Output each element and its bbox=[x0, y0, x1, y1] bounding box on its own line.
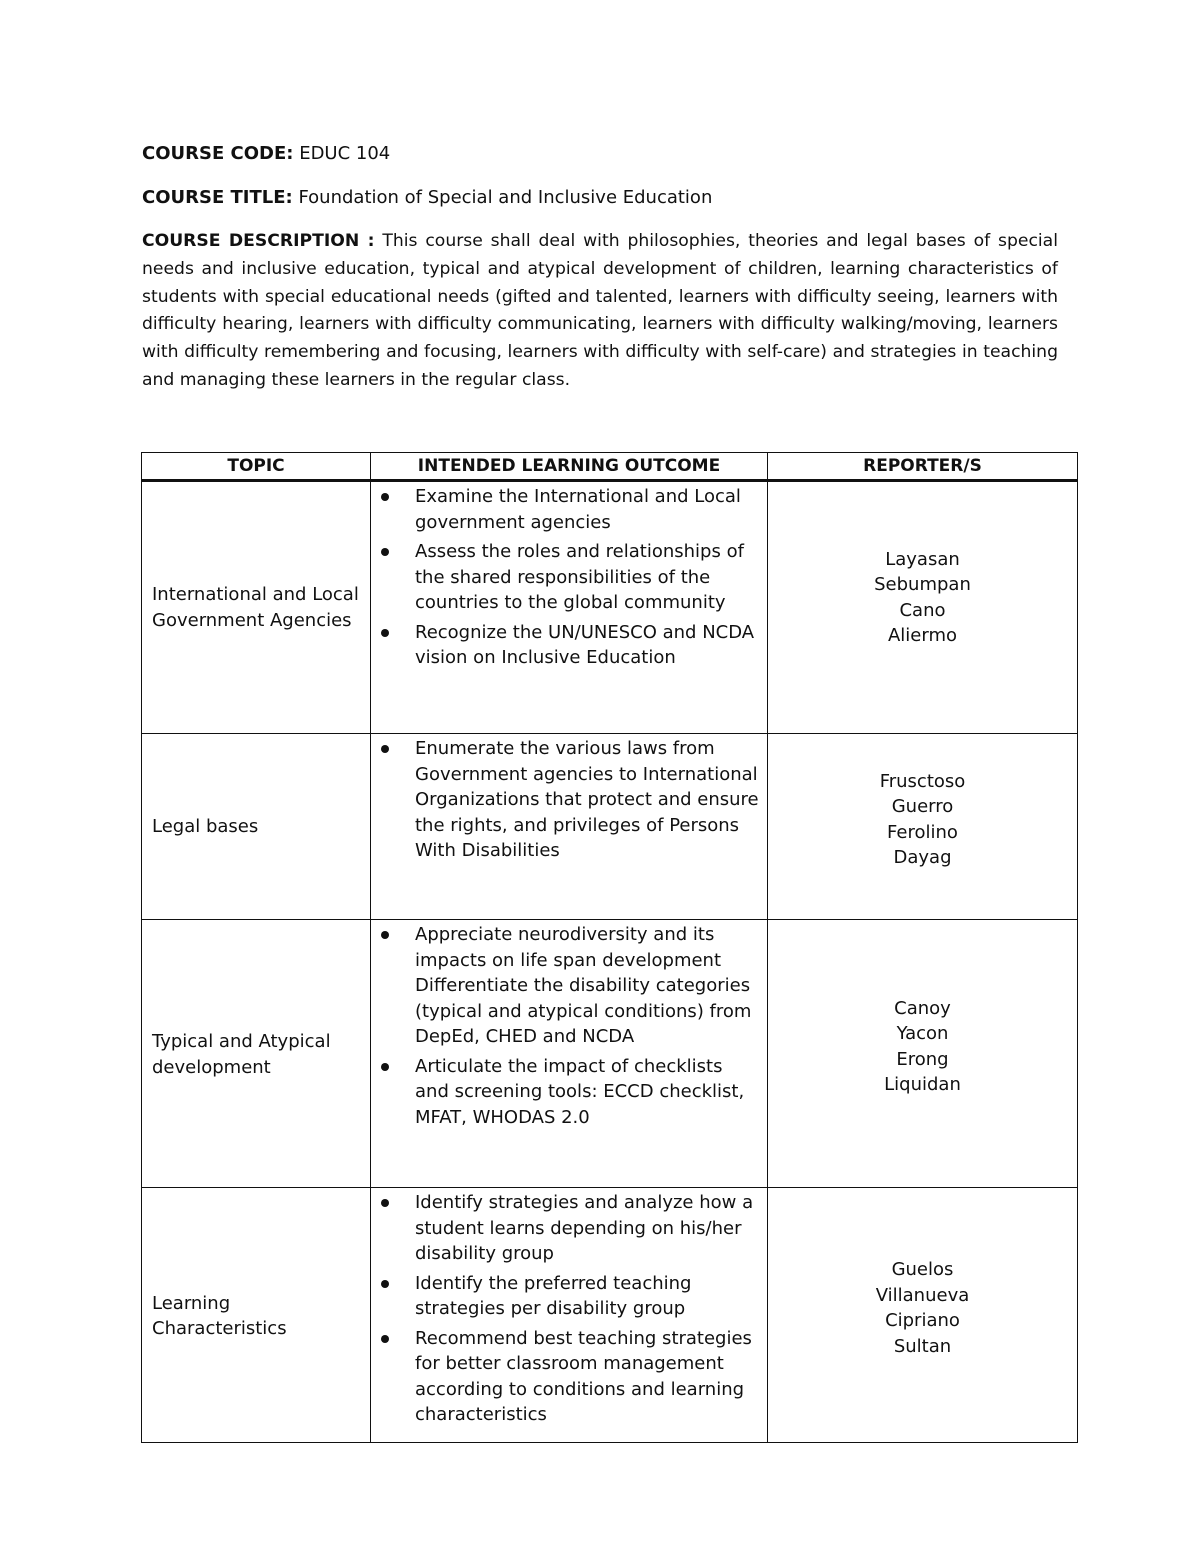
outcome-text: Appreciate neurodiversity and its impacts on life span development bbox=[415, 924, 722, 971]
outcome-item bbox=[371, 484, 759, 535]
outcome-item bbox=[371, 1190, 759, 1267]
bullet-icon bbox=[381, 1063, 389, 1071]
outcome-cell bbox=[371, 920, 768, 1188]
reporter-name: Cipriano bbox=[885, 1310, 960, 1331]
header-reporters: REPORTER/S bbox=[768, 453, 1078, 481]
outcome-list bbox=[371, 734, 767, 864]
outcome-item bbox=[371, 539, 759, 616]
table-header-row bbox=[142, 453, 1078, 481]
table-row bbox=[142, 481, 1078, 734]
outcome-text: Articulate the impact of checklists and screening tools: ECCD checklist, MFAT, WHODAS 2.0 bbox=[415, 1055, 745, 1128]
course-title-label: COURSE TITLE: bbox=[142, 187, 293, 208]
topic-cell: Learning Characteristics bbox=[142, 1188, 371, 1443]
outcome-item bbox=[371, 1054, 759, 1131]
bullet-icon bbox=[381, 1335, 389, 1343]
course-title-value: Foundation of Special and Inclusive Education bbox=[292, 187, 713, 208]
header-intended-learning-outcome: INTENDED LEARNING OUTCOME bbox=[371, 453, 768, 481]
course-title-line bbox=[142, 184, 1058, 212]
outcome-item bbox=[371, 973, 759, 1050]
bullet-icon bbox=[381, 493, 389, 501]
reporter-name: Ferolino bbox=[887, 821, 958, 843]
reporters-cell bbox=[768, 920, 1078, 1188]
outcome-text: Assess the roles and relationships of the shared responsibilities of the countries to the global community bbox=[415, 541, 744, 613]
table-row bbox=[142, 1188, 1078, 1443]
outcome-cell bbox=[371, 481, 768, 734]
course-code-value: EDUC 104 bbox=[293, 143, 391, 164]
reporter-name: Sultan bbox=[893, 1335, 952, 1357]
outcome-cell bbox=[371, 734, 768, 920]
topic-cell: Legal bases bbox=[142, 734, 371, 920]
reporter-name: Cano bbox=[899, 599, 946, 621]
topic-cell: Typical and Atypical development bbox=[142, 920, 371, 1188]
course-description-value: This course shall deal with philosophies, theories and legal bases of special needs and inclusive education, typical and atypical development of children, learning characteristics of students with special educational needs (gifted and talented, learners with difficulty seeing, learners with difficulty hearing, learners with difficulty communicating, learners with difficulty walking/moving, learners with difficulty remembering and focusing, learners with difficulty with self-care) and strategies in teaching and managing these learners in the regular class. bbox=[142, 231, 1058, 390]
reporter-name: Villanueva bbox=[875, 1284, 970, 1306]
course-description-paragraph bbox=[142, 228, 1058, 395]
reporter-name: Sebumpan bbox=[874, 574, 971, 595]
reporter-name: Layasan bbox=[885, 548, 960, 570]
table-row bbox=[142, 920, 1078, 1188]
reporter-name: Liquidan bbox=[884, 1074, 961, 1095]
course-description-label: COURSE DESCRIPTION : bbox=[142, 231, 375, 251]
outcome-cell bbox=[371, 1188, 768, 1443]
outcome-item bbox=[371, 1326, 759, 1428]
reporters-cell bbox=[768, 1188, 1078, 1443]
bullet-icon bbox=[381, 629, 389, 637]
header-topic: TOPIC bbox=[142, 453, 371, 481]
outcome-text: Enumerate the various laws from Government agencies to International Organizations that protect and ensure the rights, and privileges of Persons With Disabilities bbox=[415, 738, 759, 861]
reporter-name: Yacon bbox=[896, 1023, 949, 1044]
course-code-label: COURSE CODE: bbox=[142, 143, 294, 164]
reporter-name: Erong bbox=[896, 1048, 949, 1070]
table-row bbox=[142, 734, 1078, 920]
reporter-name: Guerro bbox=[891, 796, 954, 817]
reporters-cell bbox=[768, 481, 1078, 734]
bullet-icon bbox=[381, 931, 389, 939]
outcome-text: Differentiate the disability categories (typical and atypical conditions) from DepEd, CHED and NCDA bbox=[415, 975, 752, 1047]
bullet-icon bbox=[381, 1280, 389, 1288]
reporter-name: Canoy bbox=[894, 997, 951, 1019]
outcome-item bbox=[371, 620, 759, 671]
outcome-text: Recognize the UN/UNESCO and NCDA vision on Inclusive Education bbox=[415, 621, 755, 668]
bullet-icon bbox=[381, 548, 389, 556]
outcome-text: Identify strategies and analyze how a student learns depending on his/her disability group bbox=[415, 1192, 754, 1264]
outcome-item bbox=[371, 1271, 759, 1322]
outcome-item bbox=[371, 736, 759, 864]
course-code-line bbox=[142, 140, 1058, 168]
topic-cell: International and Local Government Agencies bbox=[142, 481, 371, 734]
outcome-text: Identify the preferred teaching strategies per disability group bbox=[415, 1272, 692, 1319]
reporter-name: Guelos bbox=[891, 1259, 954, 1280]
outcome-text: Recommend best teaching strategies for better classroom management according to conditions and learning characteristics bbox=[415, 1327, 752, 1425]
syllabus-table bbox=[141, 452, 1078, 1443]
outcome-list bbox=[371, 1188, 767, 1428]
outcome-list bbox=[371, 482, 767, 671]
bullet-icon bbox=[381, 1199, 389, 1207]
reporter-name: Aliermo bbox=[887, 625, 958, 646]
outcome-item bbox=[371, 922, 759, 973]
bullet-icon bbox=[381, 745, 389, 753]
reporter-name: Frusctoso bbox=[879, 770, 966, 792]
outcome-text: Examine the International and Local government agencies bbox=[415, 486, 741, 533]
reporter-name: Dayag bbox=[893, 847, 952, 868]
reporters-cell bbox=[768, 734, 1078, 920]
outcome-list bbox=[371, 920, 767, 1130]
